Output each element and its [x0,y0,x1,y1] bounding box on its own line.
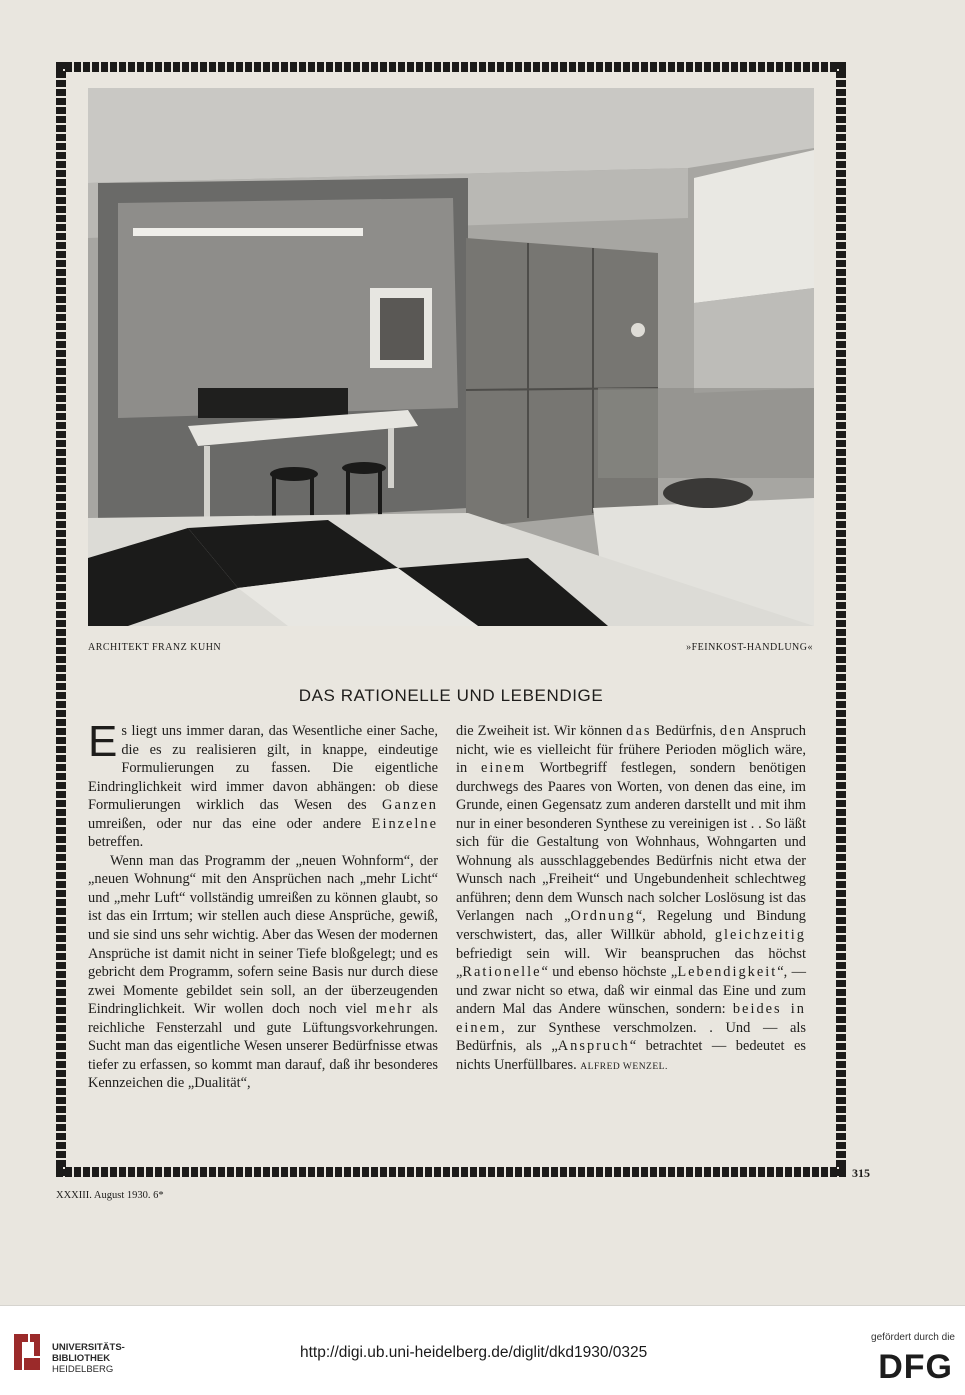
border-left [56,62,66,1177]
spaced-text: Rationelle [462,964,542,981]
text-run: Anspruch nicht, wie es vielleicht für frühere Perioden möglich wäre, in [456,723,806,777]
article-heading: DAS RATIONELLE UND LEBENDIGE [298,686,604,705]
caption-architect: ARCHITEKT FRANZ KUHN [88,642,222,653]
issue-line: XXXIII. August 1930. 6* [56,1190,164,1201]
library-line: HEIDELBERG [52,1364,114,1375]
text-run: die Zweiheit ist. Wir können [456,723,627,739]
caption-shop: »FEINKOST-HANDLUNG« [686,642,813,653]
text-run: befriedigt sein will. Wir beanspruchen das höchst „ [456,945,806,981]
text-column-right [456,722,806,1076]
source-url-link[interactable]: http://digi.ub.uni-heidelberg.de/diglit/dkd1930/0325 [300,1344,648,1361]
paragraph [456,722,806,1076]
digitization-footer [0,1305,965,1395]
page-number: 315 [852,1166,870,1180]
spaced-text: einem [480,760,527,777]
text-run: s liegt uns immer daran, das Wesentliche einer Sache, die es zu realisieren gilt, in knappe, eindeutige Formulierungen zu fassen. Die eigentliche Eindringlichkeit wird immer davon abhängen: ob diese Formulierungen wirklich das Wesen des [88,723,438,814]
text-run: Bedürfnis, [651,723,720,739]
spaced-text: den [719,723,747,739]
text-run: , zur Synthese verschmolzen. . Und — als Bedürfnis, als „ [456,1019,806,1055]
text-run: Wenn man das Programm der „neuen Wohnform“, der „neuen Wohnung“ mit den Ansprüchen nach „mehr Licht“ und „mehr Luft“ vollständig umreißen zu können glaubt, so ist das ein Irrtum; wir stellen auch diese Ansprüche, gewiß, und sie sind uns sehr wichtig. Aber das Wesen der modernen Ansprüche ist damit nicht in seiner Tiefe bloßgelegt; und es gebricht dem Programm, sofern seine Basis nur durch diese zwei Momente gebildet sein soll, an der überzeugenden Eindringlichkeit. Wir wollen doch noch viel [88,852,438,1018]
text-run: “ und ebenso höchste „ [541,964,678,981]
spaced-text: Ganzen [382,797,438,814]
text-run: betreffen. [88,834,144,851]
text-run: Wortbegriff festlegen, sondern benötigen durchwegs des Paares von Worten, von denen das eine, im Grunde, einen Gegensatz zum anderen darstellt und mit ihm nur in einer besonderen Synthese zu vereinigen ist . . So läßt sich für die Gestaltung von Wohnhaus, Wohngarten und Wohnung als ausschlaggebendes Bedürfnis nicht etwa der Wunsch nach „Freiheit“ und Ungebundenheit schlechtweg anführen; denn dem Wunsch nach solcher Loslösung ist das Verlangen nach „ [456,760,806,925]
spaced-text: Lebendigkeit [677,964,778,981]
spaced-text: Anspruch [557,1038,630,1055]
text-run: umreißen, oder nur das eine oder andere [88,815,372,832]
drop-cap: E [88,717,118,766]
dfg-logo: DFG [878,1348,953,1386]
funding-note: gefördert durch die [871,1332,955,1343]
spaced-text: Ordnung [570,908,636,925]
spaced-text: gleichzeitig [714,927,806,944]
text-run: als reichliche Fensterzahl und gute Lüftungsvorkehrungen. Sucht man das eigentliche Wesen unserer Bedürfnisse etwas tiefer zu erfassen, so kommt man darauf, daß ihr besonderes Kennzeichen die „Dualität“, [88,1001,438,1092]
border-bottom [56,1167,846,1177]
text-run: “ betrachtet — bedeutet es nichts Unerfüllbares. [456,1038,806,1073]
paragraph [88,717,438,852]
spaced-text: beides in einem [456,1001,806,1036]
paragraph [88,852,438,1093]
spaced-text: Einzelne [371,815,438,832]
spaced-text: mehr [375,1001,414,1018]
library-line: BIBLIOTHEK [52,1353,111,1364]
shop-interior-photo [88,88,814,626]
border-right [836,62,846,1177]
text-column-left [88,717,438,1093]
author-name: ALFRED WENZEL. [580,1061,668,1072]
university-logo-icon [12,1332,42,1372]
border-top [56,62,846,72]
spaced-text: das [626,723,652,739]
library-line: UNIVERSITÄTS- [52,1342,125,1353]
library-name [52,1342,125,1375]
text-run: “, Regelung und Bindung verschwistert, das, aller Willkür abhold, [456,908,806,944]
text-run: “, — und zwar nicht so etwa, daß wir einmal das Eine und zum andern Mal das Andere wünschen, sondern: [456,964,806,1018]
